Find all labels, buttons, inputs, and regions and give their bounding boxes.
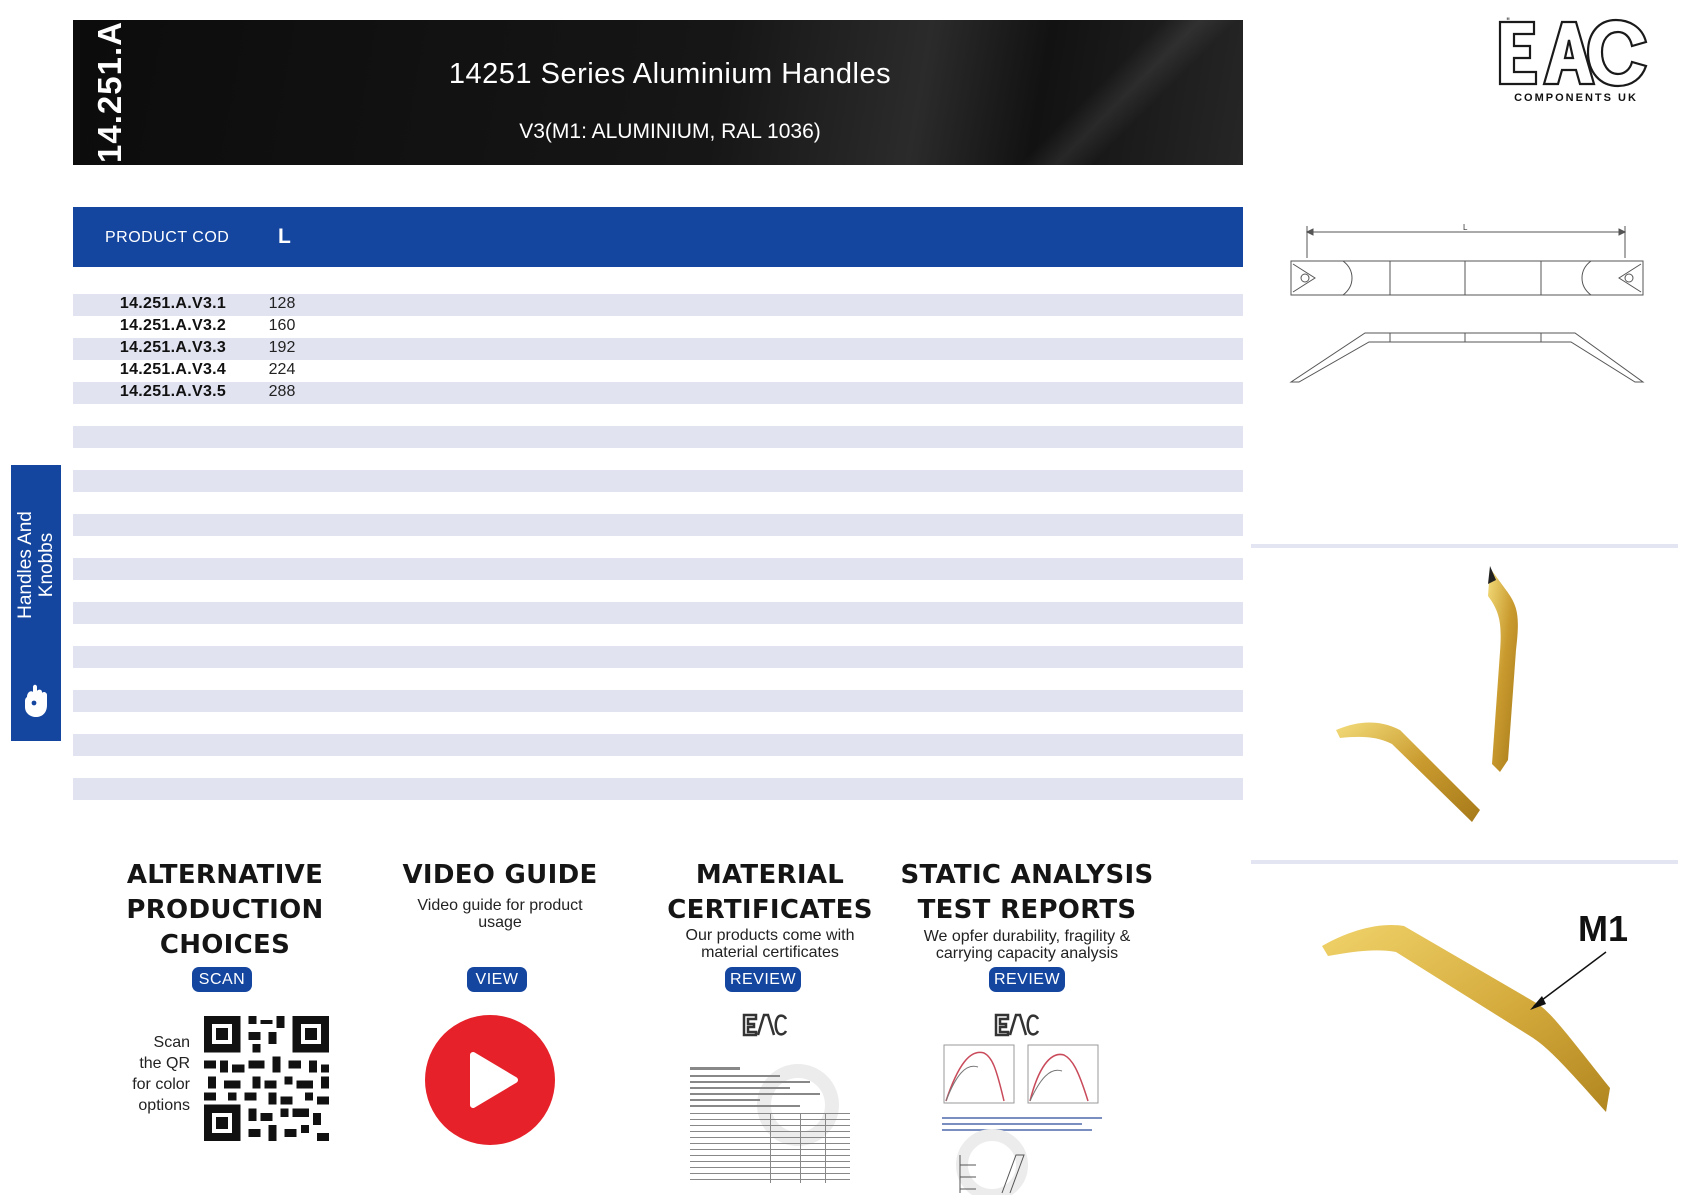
title-line: TEST REPORTS [917, 895, 1137, 925]
category-side-tab[interactable] [11, 465, 61, 741]
scan-line: options [138, 1097, 190, 1114]
certificate-thumbnail[interactable] [680, 1005, 860, 1195]
title-line: MATERIAL [695, 860, 845, 890]
product-code-cell: 14.251.A.V3.2 [119, 317, 227, 334]
scan-instructions [110, 1032, 190, 1116]
product-code-cell: 14.251.A.V3.5 [119, 383, 227, 400]
category-label: Handles And Knobbs [15, 511, 57, 619]
alternative-choices-title [90, 858, 360, 963]
table-row-stripe [73, 470, 1243, 492]
category-label-wrap [11, 465, 61, 665]
desc-line: carrying capacity analysis [935, 945, 1119, 962]
scan-line: the QR [139, 1055, 190, 1072]
test-report-thumbnail[interactable] [932, 1005, 1112, 1195]
table-row-stripe [73, 646, 1243, 668]
panel-divider [1251, 544, 1678, 548]
product-code-cell: 14.251.A.V3.4 [119, 361, 227, 378]
title-line: PRODUCTION [126, 895, 324, 925]
handle-render-3d [1330, 560, 1560, 840]
table-row-stripe [73, 602, 1243, 624]
length-cell: 288 [268, 383, 296, 400]
table-row-stripe [73, 294, 1243, 316]
static-analysis-title [892, 858, 1162, 928]
page-subtitle: V3(M1: ALUMINIUM, RAL 1036) [519, 120, 821, 143]
table-row-stripe [73, 338, 1243, 360]
material-certificates-title [635, 858, 905, 928]
desc-line: We opfer durability, fragility & [923, 928, 1131, 945]
hand-icon [21, 683, 51, 719]
scan-button[interactable]: SCAN [192, 967, 252, 992]
desc-line: usage [478, 914, 522, 931]
table-row-stripe [73, 382, 1243, 404]
desc-line: Our products come with [685, 927, 855, 944]
logo-subtext: COMPONENTS UK [1514, 92, 1638, 104]
table-header [73, 207, 1243, 267]
length-cell: 192 [268, 339, 296, 356]
title-line: ALTERNATIVE [126, 860, 324, 890]
video-guide-title: VIDEO GUIDE [402, 860, 598, 890]
qr-code[interactable] [200, 1012, 333, 1145]
table-row-stripe [73, 558, 1243, 580]
table-row-stripe [73, 778, 1243, 800]
title-line: STATIC ANALYSIS [900, 860, 1154, 890]
desc-line: Video guide for product [417, 897, 583, 914]
certificates-review-button[interactable]: REVIEW [725, 967, 801, 992]
svg-text:": " [1506, 17, 1511, 27]
desc-line: material certificates [701, 944, 839, 961]
length-cell: 128 [268, 295, 296, 312]
series-code-text: 14.251.A [91, 21, 128, 163]
video-guide-desc [365, 897, 635, 931]
static-review-button[interactable]: REVIEW [989, 967, 1065, 992]
play-icon[interactable] [425, 1015, 555, 1145]
table-row-stripe [73, 734, 1243, 756]
length-cell: 224 [268, 361, 296, 378]
length-cell: 160 [268, 317, 296, 334]
table-row-stripe [73, 426, 1243, 448]
technical-drawing [1275, 220, 1655, 400]
product-code-cell: 14.251.A.V3.3 [119, 339, 227, 356]
scan-line: Scan [153, 1034, 190, 1051]
scan-line: for color [132, 1076, 190, 1093]
material-certificates-desc [635, 927, 905, 961]
column-header-l: L [278, 225, 291, 248]
table-row-stripe [73, 690, 1243, 712]
material-callout: M1 [1578, 908, 1629, 949]
static-analysis-desc [892, 928, 1162, 962]
view-button[interactable]: VIEW [467, 967, 527, 992]
title-line: CHOICES [159, 930, 291, 960]
product-code-cell: 14.251.A.V3.1 [119, 295, 227, 312]
column-header-code: PRODUCT COD [105, 229, 230, 246]
table-row-stripe [73, 514, 1243, 536]
page-title: 14251 Series Aluminium Handles [448, 58, 892, 90]
dimension-label: L [1463, 223, 1468, 232]
title-line: CERTIFICATES [667, 895, 873, 925]
panel-divider [1251, 860, 1678, 864]
